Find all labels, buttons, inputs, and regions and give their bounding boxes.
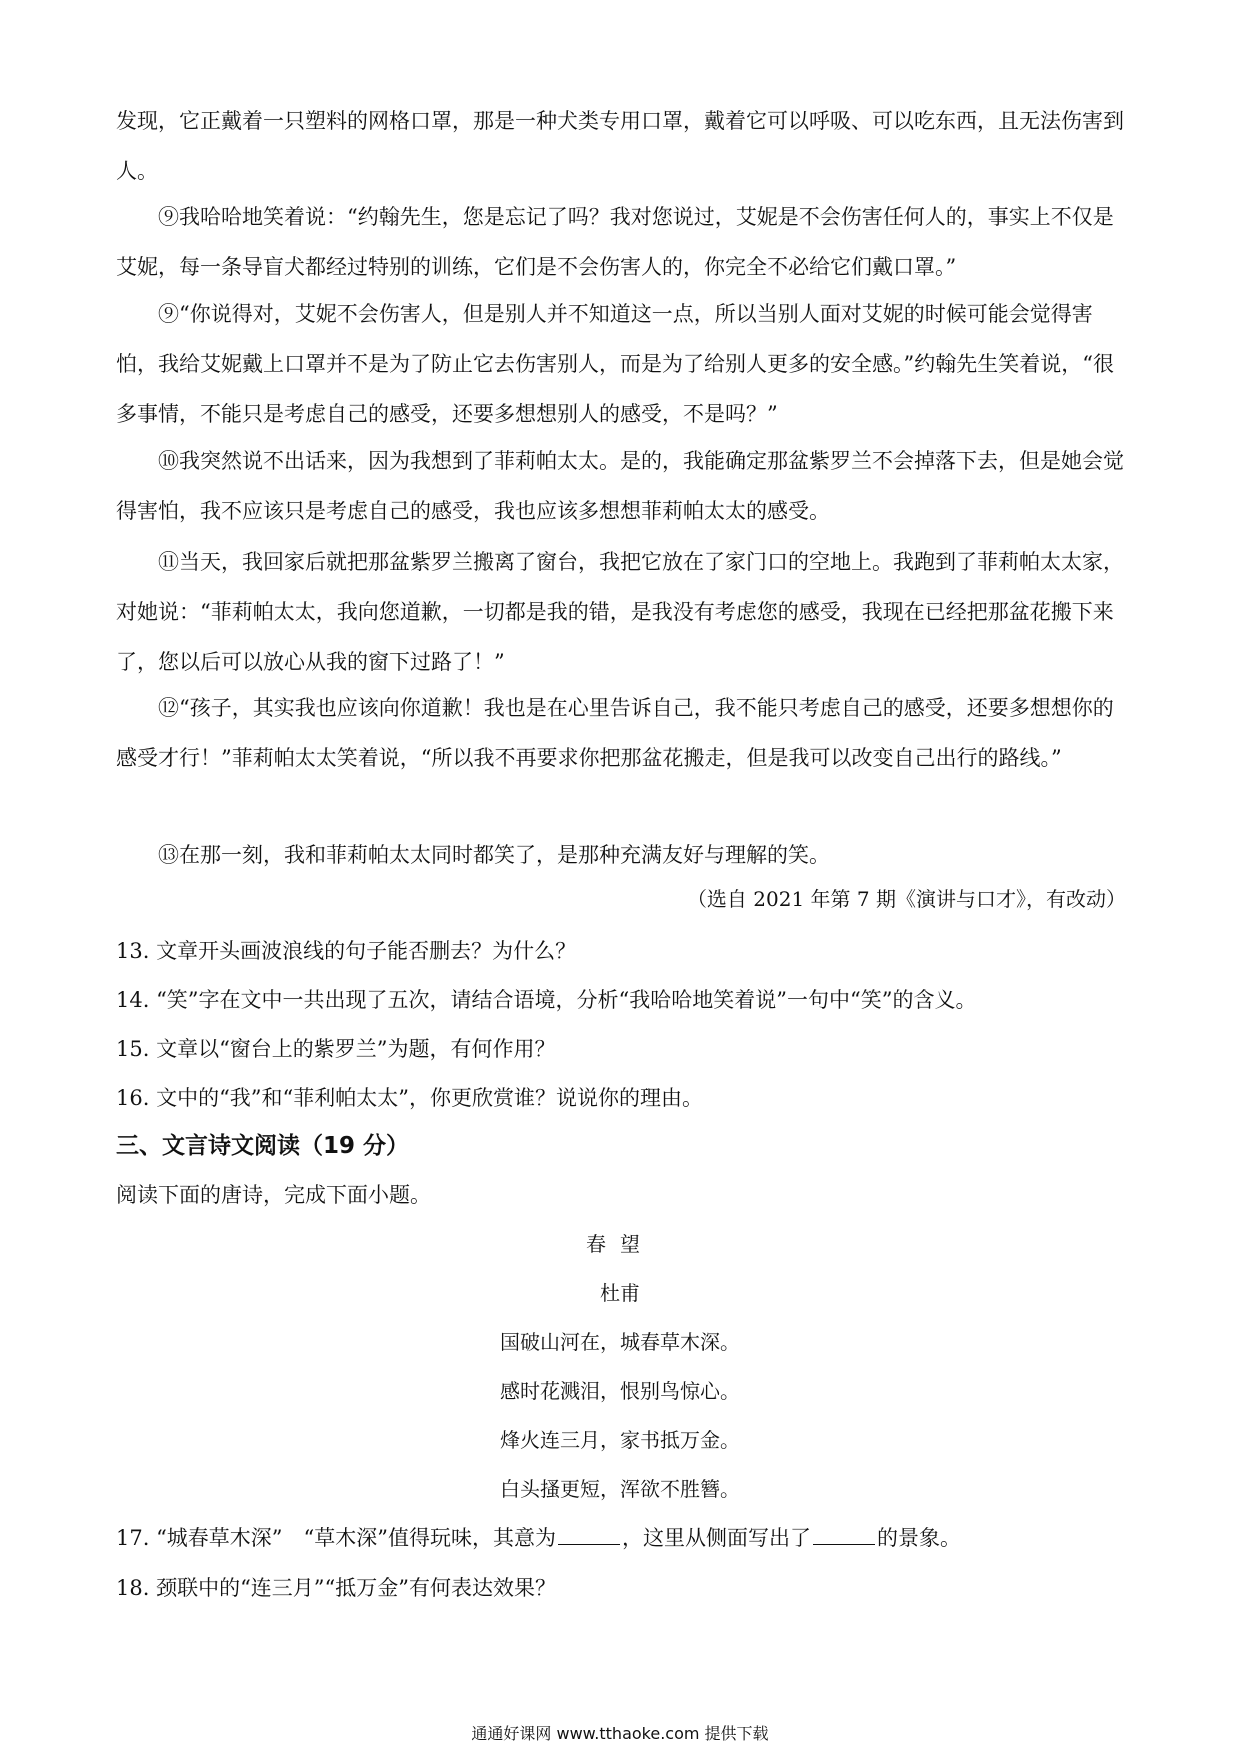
question-13: 13. 文章开头画波浪线的句子能否删去？为什么？: [116, 939, 577, 963]
question-16: 16. 文中的“我”和“菲利帕太太”，你更欣赏谁？说说你的理由。: [116, 1086, 704, 1110]
question-17-text-b: ，这里从侧面写出了: [622, 1526, 812, 1550]
poem-line: 白头搔更短，浑欲不胜簪。: [500, 1477, 740, 1501]
poem-author: 杜甫: [600, 1281, 640, 1305]
poem-line: 烽火连三月，家书抵万金。: [500, 1428, 740, 1452]
passage-source: （选自 2021 年第 7 期《演讲与口才》，有改动）: [686, 887, 1126, 911]
passage-paragraph-12: ⑫“孩子，其实我也应该向你道歉！我也是在心里告诉自己，我不能只考虑自己的感受，还要多想想你的感受才行！”菲莉帕太太笑着说，“所以我不再要求你把那盆花搬走，但是我可以改变自己出行的路线。”: [116, 696, 1114, 770]
poem-title: 春望: [586, 1232, 654, 1256]
passage-paragraph-9a: ⑨我哈哈地笑着说：“约翰先生，您是忘记了吗？我对您说过，艾妮是不会伤害任何人的，事实上不仅是艾妮，每一条导盲犬都经过特别的训练，它们是不会伤害人的，你完全不必给它们戴口罩。”: [116, 205, 1114, 279]
section-heading: 三、文言诗文阅读（19 分）: [116, 1133, 410, 1159]
passage-paragraph-13: ⑬在那一刻，我和菲莉帕太太同时都笑了，是那种充满友好与理解的笑。: [158, 843, 830, 867]
question-17-text-a: 17. “城春草木深” “草木深”值得玩味，其意为: [116, 1526, 557, 1550]
passage-paragraph-continued: 发现，它正戴着一只塑料的网格口罩，那是一种犬类专用口罩，戴着它可以呼吸、可以吃东西，且无法伤害到人。: [116, 109, 1124, 183]
question-15: 15. 文章以“窗台上的紫罗兰”为题，有何作用？: [116, 1037, 556, 1061]
answer-blank[interactable]: [558, 1524, 620, 1545]
answer-blank[interactable]: [813, 1524, 875, 1545]
passage-paragraph-11: ⑪当天，我回家后就把那盆紫罗兰搬离了窗台，我把它放在了家门口的空地上。我跑到了菲莉帕太太家，对她说：“菲莉帕太太，我向您道歉，一切都是我的错，是我没有考虑您的感受，我现在已经把那盆花搬下来了，您以后可以放心从我的窗下过路了！”: [116, 550, 1124, 674]
page-footer: 通通好课网 www.tthaoke.com 提供下载: [471, 1724, 769, 1743]
poem-line: 国破山河在，城春草木深。: [500, 1330, 740, 1354]
question-17-text-c: 的景象。: [877, 1526, 962, 1550]
question-18: 18. 颈联中的“连三月”“抵万金”有何表达效果？: [116, 1576, 557, 1600]
poem-line: 感时花溅泪，恨别鸟惊心。: [500, 1379, 740, 1403]
question-14: 14. “笑”字在文中一共出现了五次，请结合语境，分析“我哈哈地笑着说”一句中“笑”的含义。: [116, 988, 977, 1012]
section-instruction: 阅读下面的唐诗，完成下面小题。: [116, 1183, 431, 1207]
passage-paragraph-9b: ⑨“你说得对，艾妮不会伤害人，但是别人并不知道这一点，所以当别人面对艾妮的时候可能会觉得害怕，我给艾妮戴上口罩并不是为了防止它去伤害别人，而是为了给别人更多的安全感。”约翰先生笑着说，“很多事情，不能只是考虑自己的感受，还要多想想别人的感受，不是吗？”: [116, 302, 1114, 426]
question-17: [116, 1523, 1126, 1553]
passage-paragraph-10: ⑩我突然说不出话来，因为我想到了菲莉帕太太。是的，我能确定那盆紫罗兰不会掉落下去，但是她会觉得害怕，我不应该只是考虑自己的感受，我也应该多想想菲莉帕太太的感受。: [116, 449, 1124, 523]
